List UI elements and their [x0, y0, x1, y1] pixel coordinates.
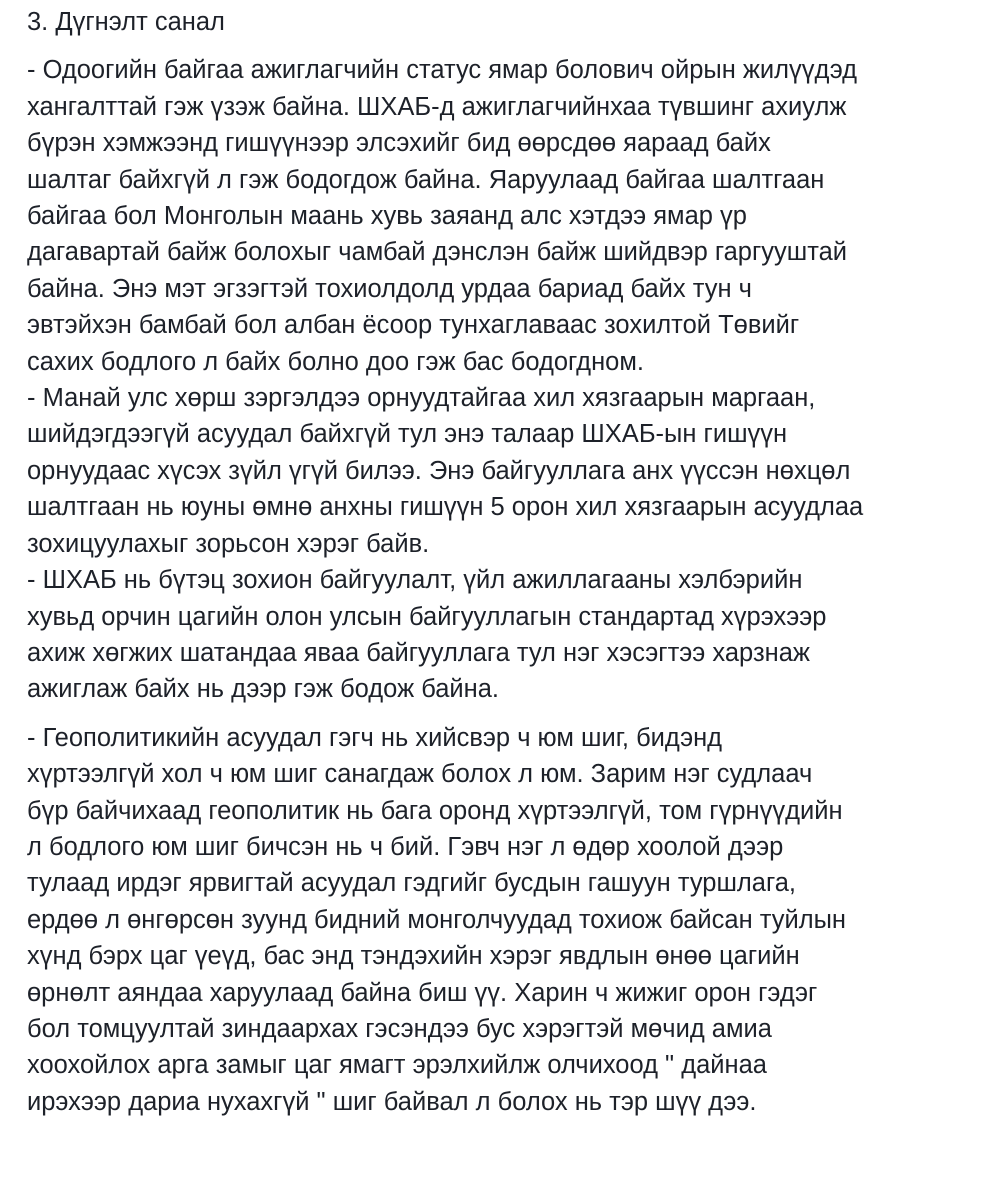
text-line: ахиж хөгжих шатандаа яваа байгууллага тул нэг хэсэгтээ харзнаж [27, 638, 810, 667]
paragraph-geopolitics [27, 720, 987, 1120]
text-line: хувьд орчин цагийн олон улсын байгууллагын стандартад хүрэхээр [27, 602, 827, 631]
text-line: - Одоогийн байгаа ажиглагчийн статус ямар болович ойрын жилүүдэд [27, 56, 858, 85]
text-line: - Манай улс хөрш зэргэлдээ орнуудтайгаа хил хязгаарын маргаан, [27, 384, 816, 413]
text-line: хоохойлох арга замыг цаг ямагт эрэлхийлж олчихоод " дайнаа [27, 1051, 767, 1080]
text-line: бол томцуултай зиндаархах гэсэндээ бус хэрэгтэй мөчид амиа [27, 1014, 772, 1043]
post-body [27, 4, 987, 1120]
text-line: - Геополитикийн асуудал гэгч нь хийсвэр ч юм шиг, бидэнд [27, 723, 723, 752]
text-line: хүртээлгүй хол ч юм шиг санагдаж болох л юм. Зарим нэг судлаач [27, 760, 813, 789]
text-line: л бодлого юм шиг бичсэн нь ч бий. Гэвч нэг л өдөр хоолой дээр [27, 832, 784, 861]
text-line: бүр байчихаад геополитик нь бага оронд хүртээлгүй, том гүрнүүдийн [27, 796, 843, 825]
text-line: бүрэн хэмжээнд гишүүнээр элсэхийг бид өөрсдөө яараад байх [27, 129, 771, 158]
section-title: 3. Дүгнэлт санал [27, 8, 225, 36]
text-line: - ШХАБ нь бүтэц зохион байгуулалт, үйл ажиллагааны хэлбэрийн [27, 566, 803, 595]
text-line: орнуудаас хүсэх зүйл үгүй билээ. Энэ байгууллага анх үүссэн нөхцөл [27, 456, 851, 485]
text-line: шалтгаан нь юуны өмнө анхны гишүүн 5 орон хил хязгаарын асуудлаа [27, 493, 864, 522]
paragraph-organization-structure [27, 562, 987, 708]
text-line: эвтэйхэн бамбай бол албан ёсоор тунхаглаваас зохилтой Төвийг [27, 311, 800, 340]
paragraph-observer-status [27, 52, 987, 380]
text-line: өрнөлт аяндаа харуулаад байна биш үү. Харин ч жижиг орон гэдэг [27, 978, 818, 1007]
text-line: ирэхээр дариа нухахгүй " шиг байвал л болох нь тэр шүү дээ. [27, 1087, 757, 1116]
text-line: шалтаг байхгүй л гэж бодогдож байна. Яаруулаад байгаа шалтгаан [27, 165, 825, 194]
paragraph-border-issues [27, 380, 987, 562]
text-line: ажиглаж байх нь дээр гэж бодож байна. [27, 675, 500, 704]
text-line: байна. Энэ мэт эгзэгтэй тохиолдолд урдаа бариад байх тун ч [27, 274, 752, 303]
text-line: хангалттай гэж үзэж байна. ШХАБ-д ажиглагчийнхаа түвшинг ахиулж [27, 92, 847, 121]
text-line: ердөө л өнгөрсөн зуунд бидний монголчуудад тохиож байсан туйлын [27, 905, 846, 934]
text-line: байгаа бол Монголын маань хувь заяанд алс хэтдээ ямар үр [27, 202, 747, 231]
text-line: хүнд бэрх цаг үеүд, бас энд тэндэхийн хэрэг явдлын өнөө цагийн [27, 942, 800, 971]
text-line: шийдэгдээгүй асуудал байхгүй тул энэ талаар ШХАБ-ын гишүүн [27, 420, 788, 449]
text-line: тулаад ирдэг ярвигтай асуудал гэдгийг бусдын гашуун туршлага, [27, 869, 796, 898]
text-line: сахих бодлого л байх болно доо гэж бас бодогдном. [27, 347, 644, 376]
text-line: зохицуулахыг зорьсон хэрэг байв. [27, 529, 430, 558]
text-line: дагавартай байж болохыг чамбай дэнслэн байж шийдвэр гаргууштай [27, 238, 848, 267]
